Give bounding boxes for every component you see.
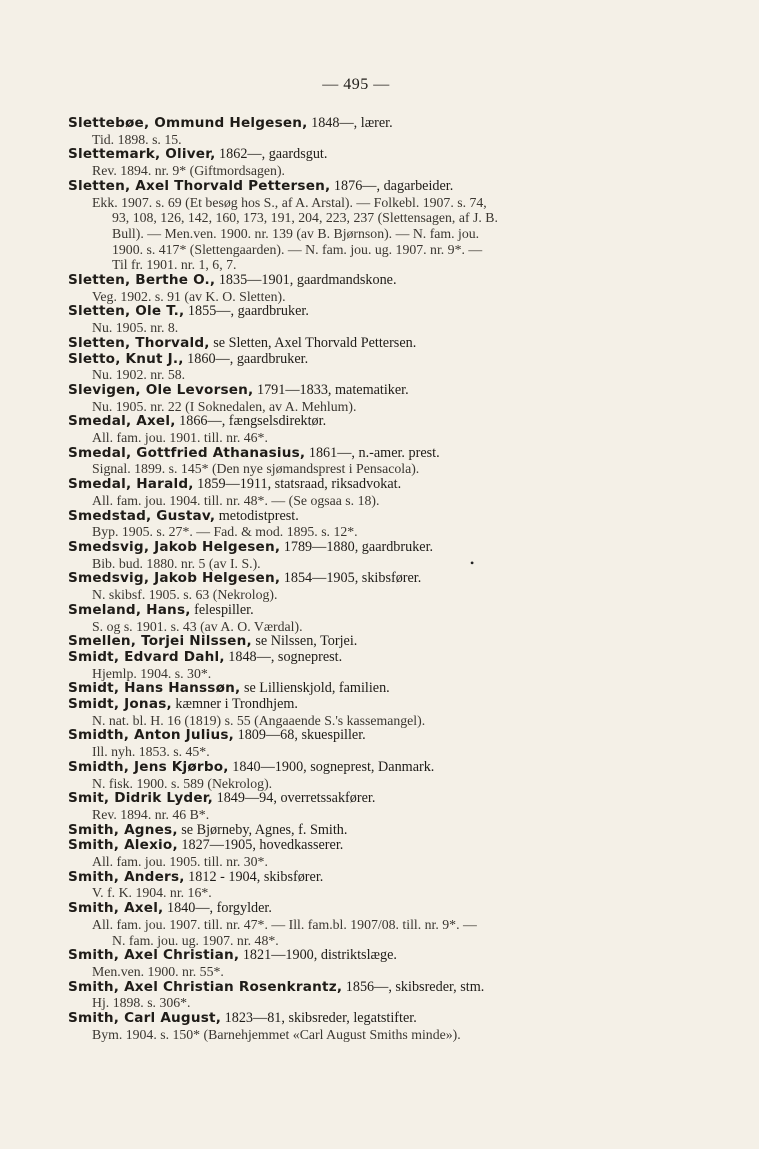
- entry: [68, 147, 668, 178]
- entry-name: Slettebøe, Ommund Helgesen,: [68, 115, 308, 131]
- entry-ref: Bib. bud. 1880. nr. 5 (av I. S.).: [92, 555, 261, 571]
- entry-name: Smedsvig, Jakob Helgesen,: [68, 570, 281, 587]
- entry-name: Smith, Anders,: [68, 868, 185, 885]
- entry-name: Sletten, Berthe O.,: [68, 272, 216, 289]
- entry-ref: Rev. 1894. nr. 9* (Giftmordsagen).: [92, 163, 285, 179]
- entry-desc: 1861—, n.-amer. prest.: [305, 444, 440, 461]
- entry: [68, 571, 668, 602]
- entry-ref: 1900. s. 417* (Slettengaarden). — N. fam. jou. ug. 1907. nr. 9*. —: [112, 241, 483, 257]
- entry-name: Smedal, Harald,: [68, 476, 194, 493]
- entry-desc: 1809—68, skuespiller.: [234, 727, 366, 744]
- entry-ref: All. fam. jou. 1904. till. nr. 48*. — (Se ogsaa s. 18).: [92, 492, 380, 508]
- entry: [68, 336, 668, 352]
- entry-desc: 1849—94, overretssakfører.: [213, 790, 376, 807]
- entry-ref: 93, 108, 126, 142, 160, 173, 191, 204, 223, 237 (Slettensagen, af J. B.: [112, 210, 498, 226]
- entry-desc: se Bjørneby, Agnes, f. Smith.: [177, 821, 348, 838]
- entry-desc: 1840—, forgylder.: [163, 900, 272, 917]
- entry-desc: 1821—1900, distriktslæge.: [239, 947, 397, 964]
- entry-ref: Bull). — Men.ven. 1900. nr. 139 (av B. Bjørnson). — N. fam. jou.: [112, 225, 480, 241]
- entry-desc: se Lillienskjold, familien.: [240, 680, 390, 697]
- entry-ref: Nu. 1902. nr. 58.: [92, 367, 186, 383]
- entry-name: Smeland, Hans,: [68, 601, 191, 618]
- entry-ref: All. fam. jou. 1901. till. nr. 46*.: [92, 430, 268, 446]
- entry: [68, 634, 668, 650]
- entry-ref: Til fr. 1901. nr. 1, 6, 7.: [112, 257, 237, 273]
- entry: [68, 870, 668, 901]
- entry-desc: 1812 - 1904, skibsfører.: [184, 868, 324, 885]
- entry: [68, 697, 668, 728]
- entry: [68, 681, 668, 697]
- entry-name: Smith, Agnes,: [68, 821, 178, 838]
- entry-desc: 1860—, gaardbruker.: [183, 350, 309, 367]
- entry: [68, 728, 668, 759]
- entry-ref: N. fisk. 1900. s. 589 (Nekrolog).: [92, 775, 273, 791]
- entry-ref: Byp. 1905. s. 27*. — Fad. & mod. 1895. s. 12*.: [92, 524, 358, 540]
- entry-name: Smith, Alexio,: [68, 837, 178, 854]
- entry: [68, 823, 668, 839]
- entry: [68, 838, 668, 869]
- entry: [68, 760, 668, 791]
- entry-desc: 1876—, dagarbeider.: [330, 177, 454, 194]
- entry: [68, 383, 668, 414]
- entry-name: Sletten, Ole T.,: [68, 303, 185, 320]
- entry-name: Smedsvig, Jakob Helgesen,: [68, 538, 281, 555]
- entry-desc: 1823—81, skibsreder, legatstifter.: [221, 1010, 417, 1027]
- entry: [68, 179, 668, 273]
- entry-name: Slettemark, Oliver,: [68, 146, 216, 163]
- entry-name: Smith, Axel Christian,: [68, 947, 240, 964]
- entry-name: Sletten, Axel Thorvald Pettersen,: [68, 177, 331, 194]
- entry-name: Smidt, Hans Hanssøn,: [68, 680, 241, 697]
- entry-desc: 1856—, skibsreder, stm.: [342, 978, 485, 995]
- entry-ref: Veg. 1902. s. 91 (av K. O. Sletten).: [92, 288, 286, 304]
- entry-ref: Men.ven. 1900. nr. 55*.: [92, 963, 224, 979]
- entry-name: Sletto, Knut J.,: [68, 350, 184, 367]
- entry: [68, 791, 668, 822]
- entry-desc: 1854—1905, skibsfører.: [280, 570, 422, 587]
- page-number: — 495 —: [322, 76, 390, 93]
- entry-name: Smidth, Jens Kjørbo,: [68, 758, 229, 775]
- entry-ref: Nu. 1905. nr. 8.: [92, 320, 179, 336]
- entry-name: Smith, Axel Christian Rosenkrantz,: [68, 978, 343, 995]
- entry-ref: Rev. 1894. nr. 46 B*.: [92, 806, 210, 822]
- entry-name: Smith, Carl August,: [68, 1010, 222, 1027]
- entry-name: Smedal, Gottfried Athanasius,: [68, 444, 306, 461]
- entry-name: Smellen, Torjei Nilssen,: [68, 633, 252, 650]
- entry-ref: N. nat. bl. H. 16 (1819) s. 55 (Angaaende S.'s kassemangel).: [92, 712, 426, 728]
- entry-ref: Nu. 1905. nr. 22 (I Soknedalen, av A. Mehlum).: [92, 398, 357, 414]
- entry-ref: Tid. 1898. s. 15.: [92, 131, 182, 147]
- entry-desc: 1848—, sogneprest.: [224, 648, 343, 665]
- entry-desc: 1827—1905, hovedkasserer.: [177, 837, 344, 854]
- entry: [68, 352, 668, 383]
- entry-desc: se Nilssen, Torjei.: [251, 633, 358, 650]
- entry: [68, 273, 668, 304]
- entry: [68, 980, 668, 1011]
- entry: [68, 477, 668, 508]
- entry-ref: Signal. 1899. s. 145* (Den nye sjømandsprest i Pensacola).: [92, 461, 420, 477]
- entry-desc: metodistprest.: [215, 507, 299, 524]
- entry-desc: se Sletten, Axel Thorvald Pettersen.: [209, 334, 417, 351]
- entry-ref: Bym. 1904. s. 150* (Barnehjemmet «Carl August Smiths minde»).: [92, 1026, 461, 1042]
- entry-desc: 1840—1900, sogneprest, Danmark.: [228, 758, 435, 775]
- entry-desc: 1855—, gaardbruker.: [184, 303, 309, 320]
- entry: [68, 116, 668, 147]
- entry-name: Smidt, Edvard Dahl,: [68, 648, 225, 665]
- entry-ref: Hjemlp. 1904. s. 30*.: [92, 665, 212, 681]
- entry-name: Slevigen, Ole Levorsen,: [68, 381, 254, 398]
- entry: [68, 414, 668, 445]
- entry-ref: V. f. K. 1904. nr. 16*.: [92, 885, 212, 901]
- entry: [68, 901, 668, 948]
- entry-desc: 1862—, gaardsgut.: [215, 146, 328, 163]
- entry-ref: All. fam. jou. 1907. till. nr. 47*. — Ill. fam.bl. 1907/08. till. nr. 9*. —: [92, 916, 477, 932]
- entry-desc: felespiller.: [190, 601, 254, 618]
- entries-list: [68, 116, 668, 1042]
- entry-desc: 1835—1901, gaardmandskone.: [215, 272, 397, 289]
- entry: [68, 304, 668, 335]
- entry: [68, 509, 668, 540]
- entry-name: Sletten, Thorvald,: [68, 334, 210, 351]
- entry-name: Smedstad, Gustav,: [68, 507, 216, 524]
- print-speck-icon: •: [470, 556, 475, 570]
- entry-name: Smit, Didrik Lyder,: [68, 790, 214, 807]
- entry-desc: 1791—1833, matematiker.: [253, 381, 409, 398]
- entry-ref: S. og s. 1901. s. 43 (av A. O. Værdal).: [92, 618, 303, 634]
- entry-ref: N. fam. jou. ug. 1907. nr. 48*.: [112, 932, 279, 948]
- entry-ref: Hj. 1898. s. 306*.: [92, 995, 191, 1011]
- entry: [68, 446, 668, 477]
- entry: [68, 603, 668, 634]
- entry: [68, 540, 668, 571]
- entry-name: Smith, Axel,: [68, 900, 164, 917]
- entry: [68, 1011, 668, 1042]
- entry-name: Smidt, Jonas,: [68, 696, 172, 713]
- entry-ref: Ekk. 1907. s. 69 (Et besøg hos S., af A. Arstal). — Folkebl. 1907. s. 74,: [92, 194, 487, 210]
- entry-desc: 1848—, lærer.: [307, 115, 393, 131]
- entry-ref: All. fam. jou. 1905. till. nr. 30*.: [92, 854, 268, 870]
- entry-desc: kæmner i Trondhjem.: [171, 696, 298, 713]
- entry: [68, 650, 668, 681]
- entry-name: Smidth, Anton Julius,: [68, 727, 235, 744]
- entry-name: Smedal, Axel,: [68, 413, 176, 430]
- entry-desc: 1859—1911, statsraad, riksadvokat.: [193, 476, 402, 493]
- entry-ref: Ill. nyh. 1853. s. 45*.: [92, 744, 210, 760]
- entry: [68, 948, 668, 979]
- entry-desc: 1866—, fængselsdirektør.: [175, 413, 327, 430]
- entry-desc: 1789—1880, gaardbruker.: [280, 538, 434, 555]
- entry-ref: N. skibsf. 1905. s. 63 (Nekrolog).: [92, 587, 278, 603]
